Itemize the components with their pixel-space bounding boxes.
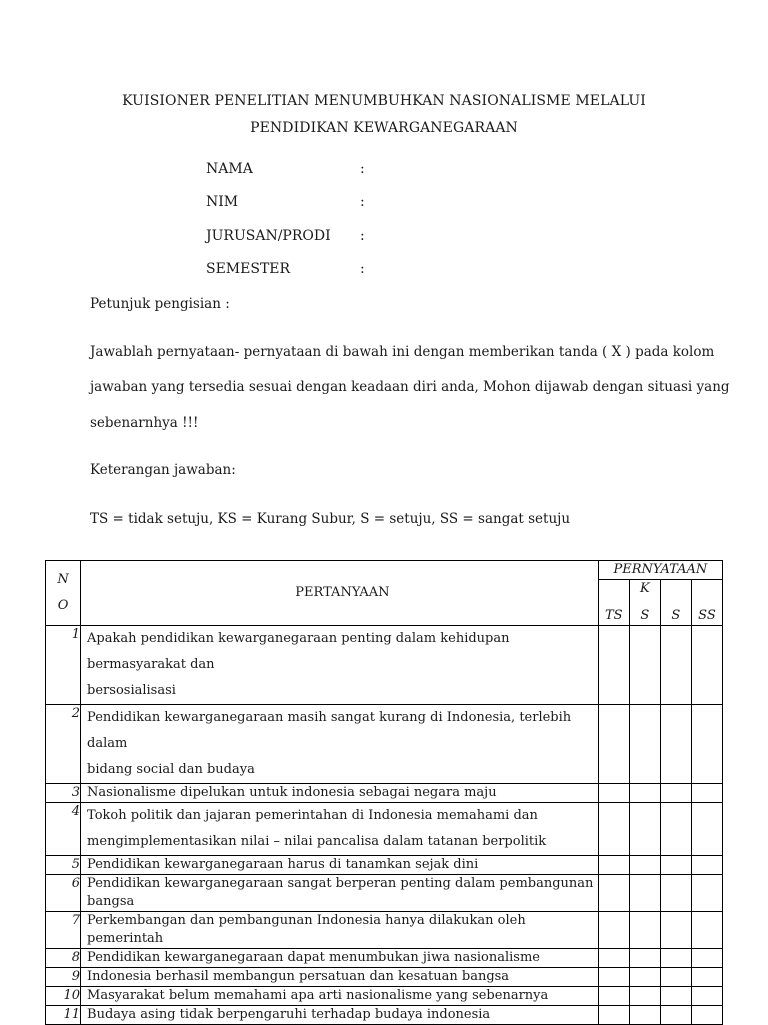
- header-ks-top: K: [629, 580, 660, 600]
- answer-ts-cell[interactable]: [598, 626, 629, 705]
- answer-ks-cell[interactable]: [629, 705, 660, 784]
- row-number: 6: [46, 875, 81, 912]
- row-question: Perkembangan dan pembangunan Indonesia hanya dilakukan oleh pemerintah: [81, 912, 599, 949]
- instructions-line: Jawablah pernyataan- pernyataan di bawah ini dengan memberikan tanda ( X ) pada kolom: [90, 344, 715, 360]
- row-question: Indonesia berhasil membangun persatuan dan kesatuan bangsa: [81, 968, 599, 987]
- legend-text: TS = tidak setuju, KS = Kurang Subur, S = setuju, SS = sangat setuju: [90, 511, 571, 527]
- instructions-line: jawaban yang tersedia sesuai dengan keadaan diri anda, Mohon dijawab dengan situasi yang: [90, 379, 730, 395]
- row-number: 7: [46, 912, 81, 949]
- row-number: 2: [46, 705, 81, 784]
- row-number: 9: [46, 968, 81, 987]
- header-s: S: [660, 599, 691, 626]
- row-number: 4: [46, 803, 81, 856]
- header-statement-group: PERNYATAAN: [598, 561, 722, 580]
- document-title-line2: PENDIDIKAN KEWARGANEGARAAN: [250, 120, 518, 136]
- row-number: 5: [46, 856, 81, 875]
- header-no-line: O: [57, 598, 69, 613]
- answer-s-cell[interactable]: [660, 949, 691, 968]
- answer-ts-cell[interactable]: [598, 912, 629, 949]
- answer-ts-cell[interactable]: [598, 803, 629, 856]
- identity-colon: :: [360, 161, 365, 177]
- answer-s-cell[interactable]: [660, 987, 691, 1006]
- row-question: Budaya asing tidak berpengaruhi terhadap budaya indonesia: [81, 1006, 599, 1025]
- header-ts: TS: [598, 599, 629, 626]
- answer-ss-cell[interactable]: [691, 1006, 722, 1025]
- row-question: Pendidikan kewarganegaraan dapat menumbukan jiwa nasionalisme: [81, 949, 599, 968]
- answer-ks-cell[interactable]: [629, 784, 660, 803]
- answer-ks-cell[interactable]: [629, 626, 660, 705]
- table-header-row: [46, 561, 723, 580]
- answer-ts-cell[interactable]: [598, 784, 629, 803]
- answer-s-cell[interactable]: [660, 705, 691, 784]
- table-row: [46, 856, 723, 875]
- table-row: [46, 912, 723, 949]
- instructions-heading: Petunjuk pengisian :: [90, 296, 230, 312]
- identity-colon: :: [360, 194, 365, 210]
- answer-ts-cell[interactable]: [598, 875, 629, 912]
- answer-ks-cell[interactable]: [629, 1006, 660, 1025]
- question-line: bidang social dan budaya: [87, 762, 255, 777]
- answer-ss-cell[interactable]: [691, 949, 722, 968]
- answer-s-cell[interactable]: [660, 1006, 691, 1025]
- table-row: [46, 968, 723, 987]
- answer-ks-cell[interactable]: [629, 949, 660, 968]
- table-row: [46, 875, 723, 912]
- header-question: PERTANYAAN: [81, 561, 599, 626]
- table-row: [46, 1006, 723, 1025]
- row-number: 3: [46, 784, 81, 803]
- legend-heading: Keterangan jawaban:: [90, 462, 236, 478]
- answer-ks-cell[interactable]: [629, 912, 660, 949]
- identity-colon: :: [360, 261, 365, 277]
- table-row: [46, 949, 723, 968]
- questionnaire-table: [45, 560, 723, 1025]
- answer-ss-cell[interactable]: [691, 856, 722, 875]
- row-question: [81, 626, 599, 705]
- table-row: [46, 803, 723, 856]
- row-number: 10: [46, 987, 81, 1006]
- identity-label: NIM: [206, 194, 239, 210]
- answer-ss-cell[interactable]: [691, 803, 722, 856]
- question-line: Apakah pendidikan kewarganegaraan penting dalam kehidupan bermasyarakat dan: [87, 631, 510, 672]
- row-number: 8: [46, 949, 81, 968]
- row-question: [81, 803, 599, 856]
- answer-ss-cell[interactable]: [691, 705, 722, 784]
- row-number: 11: [46, 1006, 81, 1025]
- answer-ks-cell[interactable]: [629, 803, 660, 856]
- identity-colon: :: [360, 228, 365, 244]
- answer-ts-cell[interactable]: [598, 987, 629, 1006]
- answer-ts-cell[interactable]: [598, 705, 629, 784]
- answer-ts-cell[interactable]: [598, 1006, 629, 1025]
- table-row: [46, 626, 723, 705]
- table-row: [46, 784, 723, 803]
- answer-ss-cell[interactable]: [691, 968, 722, 987]
- answer-ts-cell[interactable]: [598, 968, 629, 987]
- question-line: Tokoh politik dan jajaran pemerintahan di Indonesia memahami dan: [87, 808, 538, 823]
- answer-ts-cell[interactable]: [598, 949, 629, 968]
- question-line: Pendidikan kewarganegaraan masih sangat kurang di Indonesia, terlebih dalam: [87, 710, 572, 751]
- instructions-line: sebenarnhya !!!: [90, 415, 199, 431]
- header-ss: SS: [691, 599, 722, 626]
- answer-ss-cell[interactable]: [691, 875, 722, 912]
- answer-ss-cell[interactable]: [691, 784, 722, 803]
- table-row: [46, 705, 723, 784]
- row-number: 1: [46, 626, 81, 705]
- answer-ts-cell[interactable]: [598, 856, 629, 875]
- row-question: Pendidikan kewarganegaraan sangat berperan penting dalam pembangunan bangsa: [81, 875, 599, 912]
- answer-s-cell[interactable]: [660, 784, 691, 803]
- answer-ks-cell[interactable]: [629, 856, 660, 875]
- table-row: [46, 987, 723, 1006]
- answer-ks-cell[interactable]: [629, 968, 660, 987]
- answer-s-cell[interactable]: [660, 856, 691, 875]
- document-title-line1: KUISIONER PENELITIAN MENUMBUHKAN NASIONALISME MELALUI: [122, 93, 646, 109]
- answer-s-cell[interactable]: [660, 968, 691, 987]
- header-no-line: N: [57, 572, 69, 587]
- header-ks-bottom: S: [629, 599, 660, 626]
- answer-s-cell[interactable]: [660, 875, 691, 912]
- answer-s-cell[interactable]: [660, 626, 691, 705]
- row-question: Masyarakat belum memahami apa arti nasionalisme yang sebenarnya: [81, 987, 599, 1006]
- answer-s-cell[interactable]: [660, 803, 691, 856]
- identity-label: SEMESTER: [206, 261, 291, 277]
- answer-s-cell[interactable]: [660, 912, 691, 949]
- answer-ks-cell[interactable]: [629, 875, 660, 912]
- question-line: mengimplementasikan nilai – nilai pancalisa dalam tatanan berpolitik: [87, 834, 547, 849]
- row-question: [81, 705, 599, 784]
- identity-label: JURUSAN/PRODI: [206, 228, 331, 244]
- identity-label: NAMA: [206, 161, 253, 177]
- answer-ss-cell[interactable]: [691, 912, 722, 949]
- answer-ss-cell[interactable]: [691, 987, 722, 1006]
- question-line: bersosialisasi: [87, 683, 176, 698]
- row-question: Pendidikan kewarganegaraan harus di tanamkan sejak dini: [81, 856, 599, 875]
- row-question: Nasionalisme dipelukan untuk indonesia sebagai negara maju: [81, 784, 599, 803]
- header-no: [46, 561, 81, 626]
- answer-ks-cell[interactable]: [629, 987, 660, 1006]
- answer-ss-cell[interactable]: [691, 626, 722, 705]
